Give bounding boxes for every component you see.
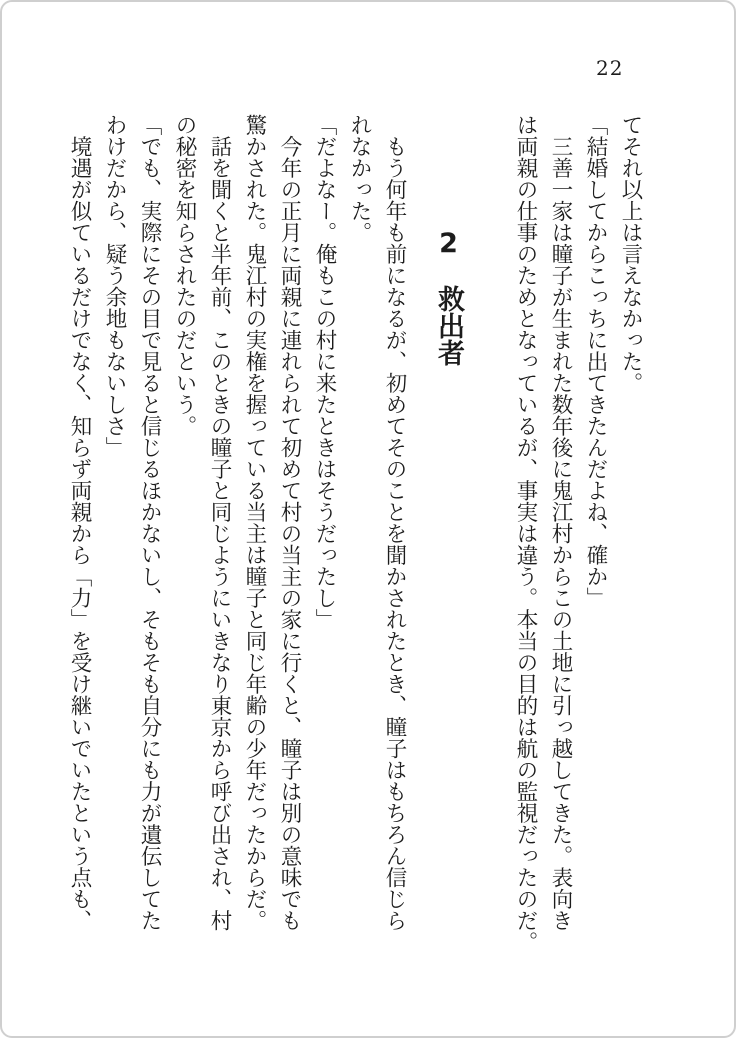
text-line: わけだから、疑う余地もないしさ」: [102, 114, 127, 458]
chapter-heading: [428, 114, 468, 956]
text-line: 話を聞くと半年前、このときの瞳子と同じようにいきなり東京から呼び出され、村: [207, 114, 232, 931]
text-line: 今年の正月に両親に連れられて初めて村の当主の家に行くと、瞳子は別の意味でも: [277, 114, 302, 931]
text-line: 三善一家は瞳子が生まれた数年後に鬼江村からこの土地に引っ越してきた。表向き: [548, 114, 573, 931]
text-line: 「結婚してからこっちに出てきたんだよね、確か」: [583, 114, 608, 609]
chapter-title: 救出者: [433, 285, 464, 366]
chapter-number: 2: [433, 228, 464, 259]
text-line: 境遇が似ているだけでなく、知らず両親から「力」を受け継いでいたという点も、: [67, 114, 92, 931]
text-line: の秘密を知らされたのだという。: [172, 114, 197, 437]
text-line: 「だよなー。俺もこの村に来たときはそうだったし」: [312, 114, 337, 630]
text-line: 「でも、実際にその目で見ると信じるほかないし、そもそも自分にも力が遺伝してた: [137, 114, 162, 931]
text-line: てそれ以上は言えなかった。: [618, 114, 643, 394]
vertical-text-block: [62, 114, 648, 956]
text-line: は両親の仕事のためとなっているが、事実は違う。本当の目的は航の監視だったのだ。: [513, 114, 538, 953]
text-line: もう何年も前になるが、初めてそのことを聞かされたとき、瞳子はもちろん信じら: [382, 114, 407, 931]
text-line: れなかった。: [347, 114, 372, 243]
text-line: 驚かされた。鬼江村の実権を握っている当主は瞳子と同じ年齢の少年だったからだ。: [242, 114, 267, 931]
page-number: 22: [596, 56, 624, 80]
